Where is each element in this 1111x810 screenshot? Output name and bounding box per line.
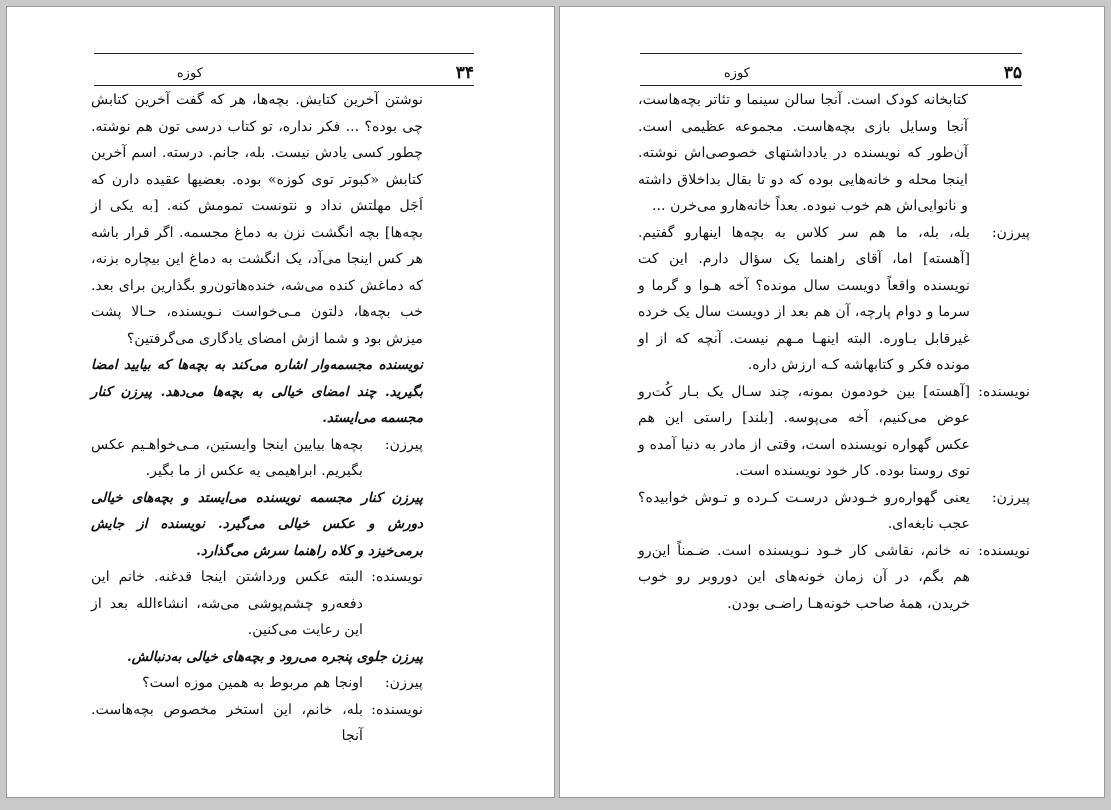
right-page: [559, 6, 1105, 798]
speech-text: بچه‌ها بیایین اینجا وایستین، مـی‌خواهـیم عکس بگیریم. ابراهیمی یه عکس از ما بگیر.: [91, 436, 363, 479]
page-body: [638, 87, 1030, 617]
running-title: کوزه: [176, 65, 203, 81]
dialog-line: [638, 485, 1030, 538]
page-number: ۳۵: [1003, 63, 1022, 83]
dialog-line: [91, 432, 423, 485]
speech-text: البته عکس ورداشتن اینجا قدغنه. خانم این دفعه‌رو چشم‌پوشی می‌شه، انشاءالله بعد از این رعایت می‌کنین.: [91, 569, 363, 638]
page-header: [640, 61, 1022, 85]
speaker-name: نویسنده:: [978, 383, 1030, 400]
header-bottom-rule: [640, 85, 1022, 86]
dialog-line: [91, 564, 423, 644]
speech-text: نه خانم، نقاشی کار خـود نـویسنده است. ضـمناً این‌رو هم بگم، در آن زمان خونه‌های این دوروبر رو خوب خریدن، همهٔ صاحب خونه‌هـا راضـی بودن.: [638, 542, 970, 612]
header-top-rule: [94, 53, 474, 54]
speaker-name: پیرزن:: [991, 224, 1030, 241]
speaker-name: پیرزن:: [384, 675, 423, 691]
speaker-name: پیرزن:: [991, 489, 1030, 506]
speaker-name: نویسنده:: [978, 542, 1030, 559]
page-body: [91, 87, 423, 750]
dialog-line: [91, 670, 423, 697]
page-header: [94, 61, 474, 85]
stage-direction: پیرزن کنار مجسمه نویسنده می‌ایستد و بچه‌های خیالی دورش و عکس خیالی می‌گیرد. نویسنده از جایش برمی‌خیزد و کلاه راهنما سرش می‌گذارد.: [91, 489, 423, 559]
speech-text: [آهسته] بین خودمون بمونه، چند سـال یک بـار کُت‌رو عوض می‌کنیم، آخه می‌پوسه. [بلند] راستی این هم عکس گهواره نویسنده است، وقتی از مادر به دنیا آمده و توی روستا بوده. کار خود نویسنده است.: [638, 383, 970, 479]
dialog-line: [638, 379, 1030, 485]
header-bottom-rule: [94, 85, 474, 86]
dialog-line: [91, 697, 423, 750]
page-number: ۳۴: [455, 63, 474, 83]
speech-text: بله، خانم، این استخر مخصوص بچه‌هاست. آنجا: [91, 701, 363, 744]
left-page: [6, 6, 555, 798]
speaker-name: نویسنده:: [371, 701, 423, 718]
running-title: کوزه: [723, 65, 750, 81]
speech-text: یعنی گهواره‌رو خـودش درسـت کـرده و تـوش خوابیده؟ عجب نابغه‌ای.: [638, 489, 970, 532]
dialog-line: [638, 538, 1030, 618]
speech-text: بله، بله، ما هم سر کلاس به بچه‌ها اینهارو گفتیم. [آهسته] اما، آقای راهنما یک سؤال دارم. این کت نویسنده واقعاً دویست سال مونده؟ آخه هـوا و گرما و سرما و دوام پارچه، آن هم بعد از دویست سال یک خرده غیرقابل بـاوره. البته اینهـا مـهم نیست. آنچه که از او مونده فکر و کتابهاشه کـه ارزش داره.: [638, 224, 970, 373]
speech-text: اونجا هم مربوط به همین موزه است؟: [142, 675, 363, 691]
speaker-name: پیرزن:: [384, 436, 423, 453]
dialog-line: [638, 220, 1030, 379]
body-paragraph: کتابخانه کودک است. آنجا سالن سینما و تئاتر بچه‌هاست، آنجا وسایل بازی بچه‌هاست. مجموعه عظیمی است. آن‌طور که نویسنده در یادداشتهای خصوصی‌اش نوشته. اینجا محله و خانه‌هایی بوده که دو تا بقال بداخلاق داشته و نانوایی‌اش هم خوب نبوده. بعداً خانه‌هارو می‌خرن ...: [638, 92, 968, 214]
stage-direction: نویسنده مجسمه‌وار اشاره می‌کند به بچه‌ها که بیایید امضا بگیرید. چند امضای خیالی به بچه‌ها می‌دهد. پیرزن کنار مجسمه می‌ایستد.: [91, 357, 423, 426]
speaker-name: نویسنده:: [371, 569, 423, 585]
stage-direction: پیرزن جلوی پنجره می‌رود و بچه‌های خیالی به‌دنبالش.: [126, 648, 423, 665]
body-paragraph: نوشتن آخرین کتابش. بچه‌ها، هر که گفت آخرین کتابش چی بوده؟ ... فکر نداره، تو کتاب درسی تون هم نوشته. چطور کسی یادش نیست. بله، جانم. درسته. اسم آخرین کتابش «کبوتر توی کوزه» بوده. بعضیها عقیده دارن که اَجَل مهلتش نداد و نتونست تمومش کنه. [به یکی از بچه‌ها] بچه انگشت نزن به دماغ مجسمه. اگر قرار باشه هر کس اینجا می‌آد، یک انگشت به دماغ این بیچاره بزنه، که دماغش کنده می‌شه، خنده‌هاتون‌رو بگذارین برای بعد. خب بچه‌ها، دلتون مـی‌خواست نـویسنده، حـالا پشت میزش بود و شما ازش امضای یادگاری می‌گرفتین؟: [91, 92, 423, 347]
header-top-rule: [640, 53, 1022, 54]
